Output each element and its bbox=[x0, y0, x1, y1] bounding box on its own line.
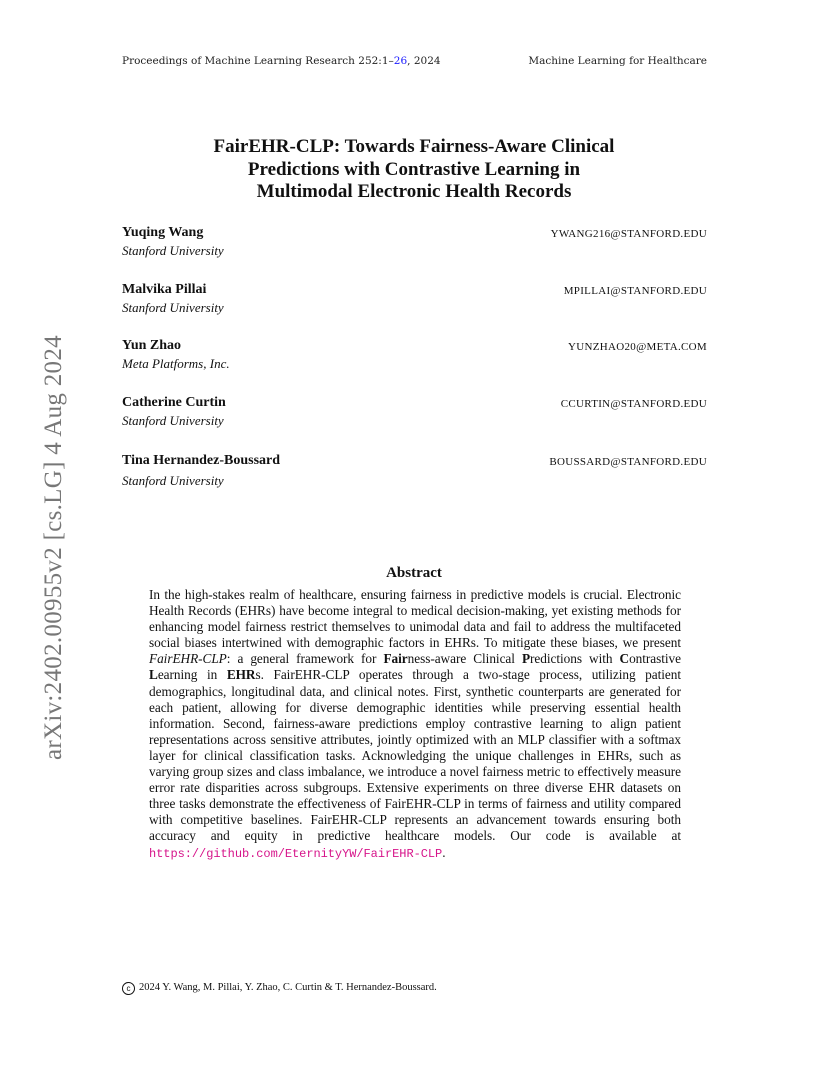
author-name: Yuqing Wang bbox=[122, 225, 204, 240]
code-url-link[interactable]: https://github.com/EternityYW/FairEHR-CLP bbox=[149, 846, 443, 861]
author-affiliation: Meta Platforms, Inc. bbox=[122, 356, 230, 371]
acronym-letter: EHR bbox=[226, 667, 256, 683]
copyright-footer bbox=[122, 982, 437, 995]
author-email[interactable]: MPILLAI@STANFORD.EDU bbox=[563, 285, 707, 297]
abstract-text: ontrastive bbox=[629, 651, 681, 667]
abstract-text: s. FairEHR-CLP operates through a two-stage process, utilizing patient demographics, longitudinal data, and clinical notes. First, synthetic counterparts are generated for each patient, allowing for diverse demographic identities while preserving essential health information. Second, fairness-aware predictions employ contrastive learning to align patient representations across sensitive attributes, jointly optimized with an MLP classifier with a softmax layer for clinical classification tasks. Acknowledging the unique challenges in EHRs, such as varying group sizes and class imbalance, we introduce a novel fairness metric to effectively measure error rate disparities across subgroups. Extensive experiments on three diverse EHR datasets on three tasks demonstrate the effectiveness of FairEHR-CLP in terms of fairness and utility compared with competitive baselines. FairEHR-CLP represents an advancement towards ensuring both accuracy and equity in predictive healthcare models. Our code is available at bbox=[149, 667, 682, 844]
page-range-link[interactable]: 26 bbox=[393, 55, 408, 67]
copyright-text: 2024 Y. Wang, M. Pillai, Y. Zhao, C. Curtin & T. Hernandez-Boussard. bbox=[139, 982, 437, 993]
author-block bbox=[122, 338, 707, 372]
proceedings-year: , 2024 bbox=[407, 55, 441, 67]
author-affiliation: Stanford University bbox=[122, 300, 224, 315]
framework-name: FairEHR-CLP bbox=[149, 651, 227, 667]
author-block bbox=[122, 282, 707, 316]
abstract-text: redictions with bbox=[530, 651, 620, 667]
author-email[interactable]: CCURTIN@STANFORD.EDU bbox=[560, 398, 707, 410]
copyright-icon: c bbox=[122, 982, 135, 995]
author-block bbox=[122, 395, 707, 429]
abstract-heading: Abstract bbox=[386, 565, 442, 581]
author-name: Malvika Pillai bbox=[122, 282, 207, 297]
abstract-text: : a general framework for bbox=[226, 651, 384, 667]
running-header-left bbox=[122, 55, 441, 67]
author-email[interactable]: YUNZHAO20@META.COM bbox=[567, 341, 707, 353]
author-block bbox=[122, 225, 707, 259]
author-name: Yun Zhao bbox=[122, 338, 182, 353]
author-name: Tina Hernandez-Boussard bbox=[122, 453, 281, 468]
acronym-letter: Fair bbox=[383, 651, 408, 667]
author-affiliation: Stanford University bbox=[122, 413, 224, 428]
abstract-text: ness-aware Clinical bbox=[407, 651, 522, 667]
author-block bbox=[122, 453, 707, 489]
abstract-text: . bbox=[442, 844, 446, 860]
title-line-2: Predictions with Contrastive Learning in bbox=[247, 158, 581, 180]
acronym-letter: L bbox=[149, 667, 158, 683]
author-affiliation: Stanford University bbox=[122, 243, 224, 258]
acronym-letter: P bbox=[521, 651, 531, 667]
proceedings-text: Proceedings of Machine Learning Research 252:1– bbox=[122, 55, 394, 67]
paper-title bbox=[150, 136, 678, 204]
title-line-3: Multimodal Electronic Health Records bbox=[256, 181, 572, 202]
title-line-1: FairEHR-CLP: Towards Fairness-Aware Clinical bbox=[213, 136, 615, 157]
author-email[interactable]: YWANG216@STANFORD.EDU bbox=[550, 228, 707, 240]
author-affiliation: Stanford University bbox=[122, 473, 224, 488]
abstract-text: In the high-stakes realm of healthcare, ensuring fairness in predictive models is crucial. Electronic Health Records (EHRs) have become integral to medical decision-making, yet existing methods for enhancing model fairness restrict themselves to unimodal data and fail to address the multifaceted social biases intertwined with demographic factors in EHRs. To mitigate these biases, we present bbox=[149, 587, 681, 651]
author-email[interactable]: BOUSSARD@STANFORD.EDU bbox=[549, 456, 707, 468]
author-name: Catherine Curtin bbox=[122, 395, 226, 410]
abstract-body bbox=[149, 587, 681, 862]
acronym-letter: C bbox=[619, 651, 630, 667]
abstract-text: earning in bbox=[157, 667, 227, 683]
arxiv-identifier: arXiv:2402.00955v2 [cs.LG] 4 Aug 2024 bbox=[40, 335, 67, 760]
running-header-right: Machine Learning for Healthcare bbox=[528, 55, 707, 67]
